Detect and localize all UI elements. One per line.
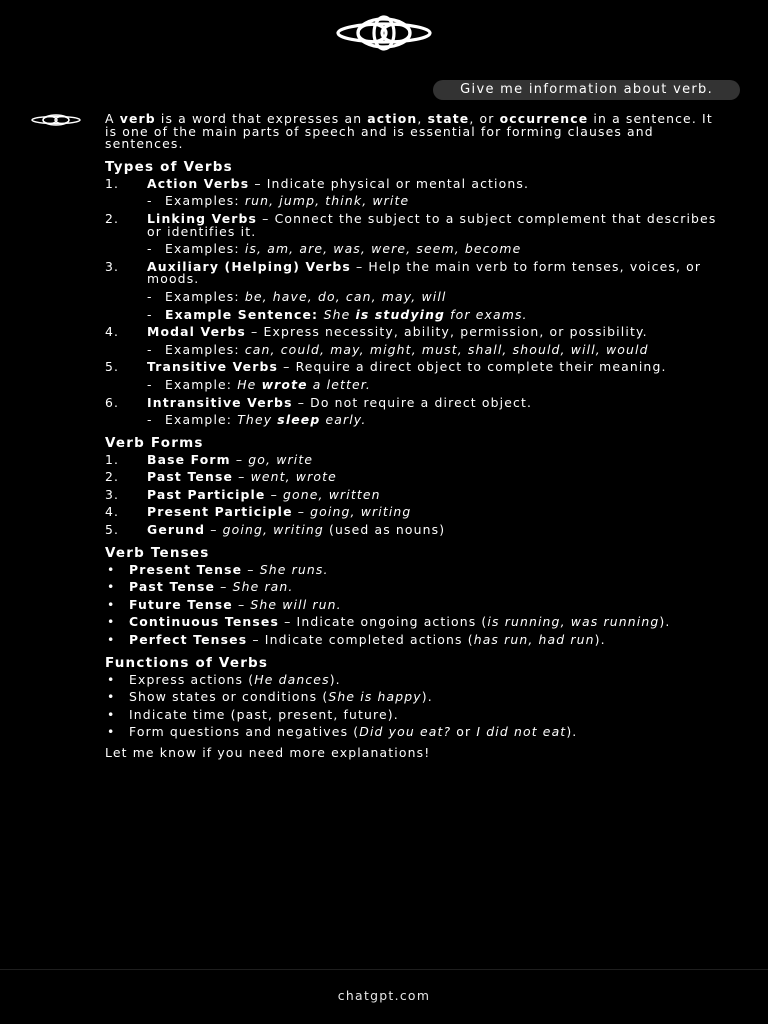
- functions-heading: Functions of Verbs: [105, 654, 269, 671]
- list-item: • Perfect Tenses – Indicate completed actions (has run, had run).: [105, 634, 717, 647]
- footer-divider: [0, 969, 768, 970]
- list-item: 3. Past Participle – gone, written: [105, 486, 381, 502]
- types-heading: Types of Verbs: [105, 158, 233, 175]
- list-item: 2. Linking Verbs – Connect the subject to a subject complement that describes or identifies it. - Examples: is, am, are, was, were, seem, become: [105, 213, 717, 256]
- example-item: - Examples: run, jump, think, write: [147, 195, 717, 208]
- list-item: • Show states or conditions (She is happy).: [105, 691, 717, 704]
- list-item: • Continuous Tenses – Indicate ongoing actions (is running, was running).: [105, 616, 717, 629]
- example-item: - Examples: can, could, may, might, must, shall, should, will, would: [147, 344, 717, 357]
- example-item: - Examples: be, have, do, can, may, will: [147, 291, 717, 304]
- list-item: 4. Modal Verbs – Express necessity, ability, permission, or possibility. - Examples: can, could, may, might, must, shall, should, will, would: [105, 326, 717, 356]
- example-item: - Example: He wrote a letter.: [147, 379, 717, 392]
- list-item: 5. Transitive Verbs – Require a direct object to complete their meaning. - Example: He wrote a letter.: [105, 361, 717, 391]
- list-item: • Present Tense – She runs.: [105, 564, 717, 577]
- intro-paragraph: A verb is a word that expresses an action, state, or occurrence in a sentence. It is one of the main parts of speech and is essential for forming clauses and sentences.: [105, 111, 713, 152]
- assistant-answer: [105, 113, 717, 760]
- functions-list: [105, 671, 717, 740]
- list-item: 6. Intransitive Verbs – Do not require a direct object. - Example: They sleep early.: [105, 397, 717, 427]
- closing-paragraph: Let me know if you need more explanations!: [105, 745, 431, 760]
- list-item: • Form questions and negatives (Did you eat? or I did not eat).: [105, 726, 717, 739]
- forms-list: [105, 451, 717, 538]
- tenses-list: [105, 561, 717, 648]
- example-item: - Examples: is, am, are, was, were, seem, become: [147, 243, 717, 256]
- list-item: 5. Gerund – going, writing (used as nouns): [105, 522, 446, 538]
- list-item: 2. Past Tense – went, wrote: [105, 469, 337, 485]
- types-list: [105, 175, 717, 428]
- example-sentence-item: - Example Sentence: She is studying for exams.: [147, 309, 717, 322]
- user-message-bubble: Give me information about verb.: [433, 80, 740, 100]
- list-item: • Express actions (He dances).: [105, 674, 717, 687]
- tenses-heading: Verb Tenses: [105, 544, 210, 561]
- list-item: • Indicate time (past, present, future).: [105, 709, 717, 722]
- list-item: • Past Tense – She ran.: [105, 581, 717, 594]
- list-item: 1. Action Verbs – Indicate physical or mental actions. - Examples: run, jump, think, write: [105, 178, 717, 208]
- footer-url[interactable]: chatgpt.com: [337, 988, 431, 1003]
- forms-heading: Verb Forms: [105, 434, 204, 451]
- list-item: 4. Present Participle – going, writing: [105, 504, 412, 520]
- list-item: 1. Base Form – go, write: [105, 451, 314, 467]
- openai-logo-icon: [334, 14, 434, 52]
- example-item: - Example: They sleep early.: [147, 414, 717, 427]
- list-item: • Future Tense – She will run.: [105, 599, 717, 612]
- list-item: 3. Auxiliary (Helping) Verbs – Help the main verb to form tenses, voices, or moods. - Examples: be, have, do, can, may, will - Example Sentence: She is studying for exams.: [105, 261, 717, 321]
- assistant-avatar-icon: [30, 114, 82, 126]
